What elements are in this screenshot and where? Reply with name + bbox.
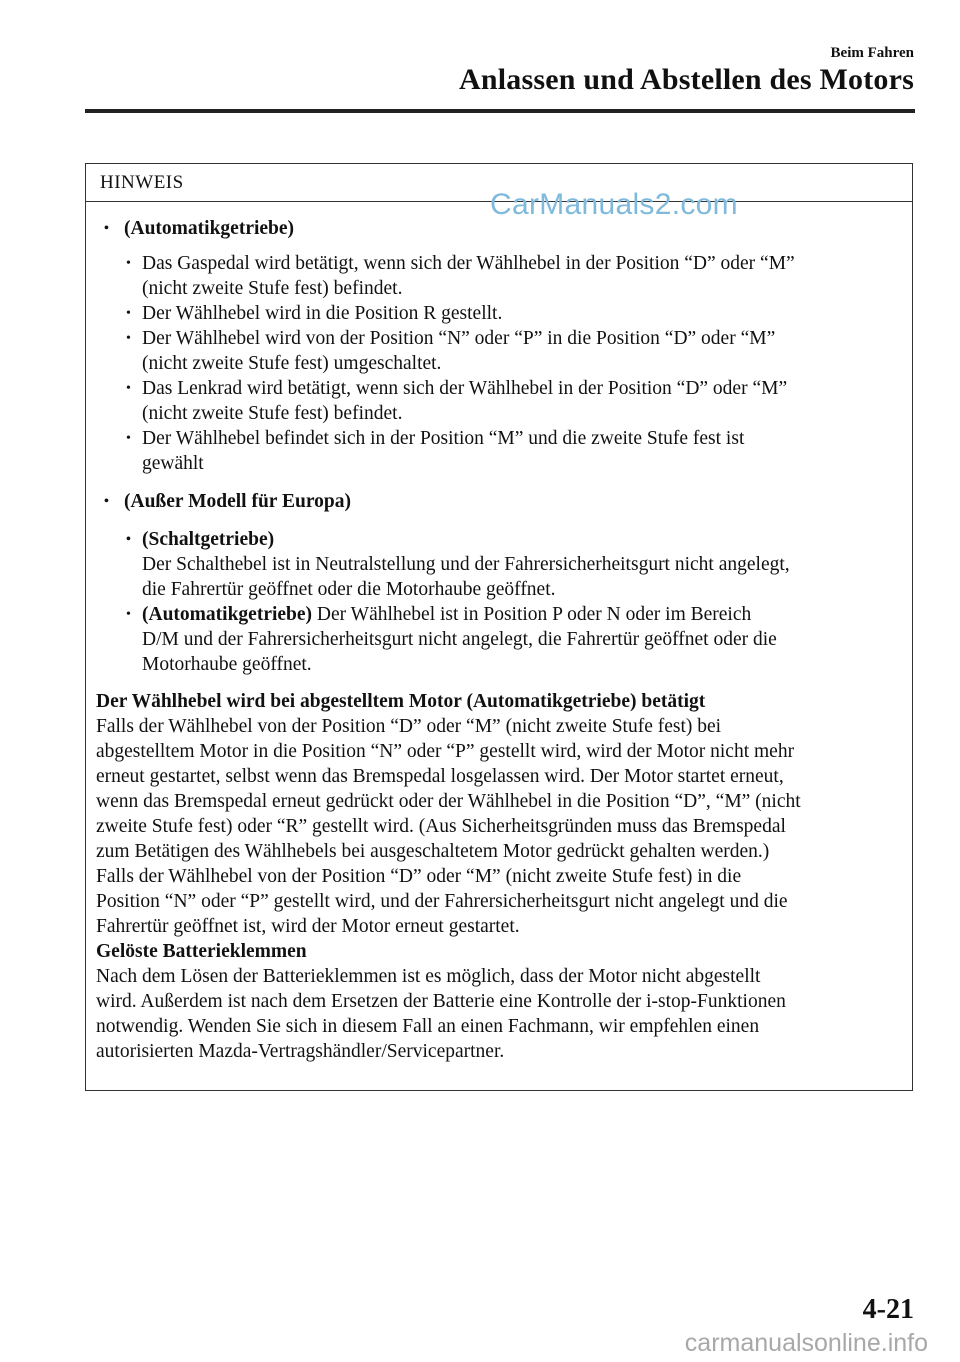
watermark-text: CarManuals2.com <box>490 188 738 221</box>
list-item-cont: D/M und der Fahrersicherheitsgurt nicht angelegt, die Fahrertür geöffnet oder die <box>142 629 777 650</box>
paragraph-line: Position “N” oder “P” gestellt wird, und der Fahrersicherheitsgurt nicht angelegt und die <box>96 891 788 912</box>
section-label: Beim Fahren <box>830 45 914 61</box>
list-item: • Der Wählhebel wird in die Position R gestellt. <box>86 301 912 326</box>
paragraph-title: Der Wählhebel wird bei abgestelltem Motor (Automatikgetriebe) betätigt <box>96 691 706 712</box>
paragraph-line: Fahrertür geöffnet ist, wird der Motor erneut gestartet. <box>96 916 520 937</box>
list-item-cont: (nicht zweite Stufe fest) befindet. <box>142 403 403 424</box>
header-rule <box>85 109 915 113</box>
paragraph-line: zweite Stufe fest) oder “R” gestellt wird. (Aus Sicherheitsgründen muss das Bremspedal <box>96 816 786 837</box>
list-item: • Der Wählhebel wird von der Position “N” oder “P” in die Position “D” oder “M” <box>86 326 912 351</box>
site-watermark: carmanualsonline.info <box>684 1329 928 1357</box>
subgroup-automatic <box>86 602 912 627</box>
list-item-cont: Motorhaube geöffnet. <box>142 654 312 675</box>
group-title-non-europe: • (Außer Modell für Europa) <box>86 489 912 514</box>
subgroup-title-automatic: (Automatikgetriebe) <box>142 604 313 625</box>
paragraph-line: wenn das Bremspedal erneut gedrückt oder der Wählhebel in die Position “D”, “M” (nicht <box>96 791 801 812</box>
paragraph-line: Nach dem Lösen der Batterieklemmen ist es möglich, dass der Motor nicht abgestellt <box>96 966 761 987</box>
page-header <box>459 44 914 98</box>
list-item: • Das Gaspedal wird betätigt, wenn sich der Wählhebel in der Position “D” oder “M” <box>86 251 912 276</box>
paragraph-line: erneut gestartet, selbst wenn das Bremspedal losgelassen wird. Der Motor startet erneut, <box>96 766 784 787</box>
list-item-cont: die Fahrertür geöffnet oder die Motorhaube geöffnet. <box>142 579 556 600</box>
subgroup-title-manual: • (Schaltgetriebe) <box>86 527 912 552</box>
paragraph-line: autorisierten Mazda-Vertragshändler/Servicepartner. <box>96 1041 505 1062</box>
list-item-cont: gewählt <box>142 453 204 474</box>
paragraph-line: Falls der Wählhebel von der Position “D” oder “M” (nicht zweite Stufe fest) bei <box>96 716 722 737</box>
paragraph-line: notwendig. Wenden Sie sich in diesem Fall an einen Fachmann, wir empfehlen einen <box>96 1016 760 1037</box>
list-item-cont: (nicht zweite Stufe fest) befindet. <box>142 278 403 299</box>
group-title-automatic: • (Automatikgetriebe) <box>86 216 912 241</box>
page-title: Anlassen und Abstellen des Motors <box>458 63 914 96</box>
paragraph-line: Falls der Wählhebel von der Position “D” oder “M” (nicht zweite Stufe fest) in die <box>96 866 742 887</box>
note-heading: HINWEIS <box>86 164 912 202</box>
list-item: • Der Wählhebel befindet sich in der Position “M” und die zweite Stufe fest ist <box>86 426 912 451</box>
list-item-cont: Der Schalthebel ist in Neutralstellung und der Fahrersicherheitsgurt nicht angelegt, <box>142 554 790 575</box>
paragraph-line: wird. Außerdem ist nach dem Ersetzen der Batterie eine Kontrolle der i-stop-Funktionen <box>96 991 786 1012</box>
paragraph-title: Gelöste Batterieklemmen <box>96 941 307 962</box>
note-content <box>86 204 912 1064</box>
page-number: 4-21 <box>862 1294 914 1325</box>
list-item: • Das Lenkrad wird betätigt, wenn sich der Wählhebel in der Position “D” oder “M” <box>86 376 912 401</box>
note-box <box>85 163 913 1091</box>
subgroup-text: Der Wählhebel ist in Position P oder N oder im Bereich <box>312 604 752 625</box>
list-item-cont: (nicht zweite Stufe fest) umgeschaltet. <box>142 353 442 374</box>
paragraph-line: zum Betätigen des Wählhebels bei ausgeschaltetem Motor gedrückt gehalten werden.) <box>96 841 770 862</box>
paragraph-line: abgestelltem Motor in die Position “N” oder “P” gestellt wird, wird der Motor nicht mehr <box>96 741 795 762</box>
